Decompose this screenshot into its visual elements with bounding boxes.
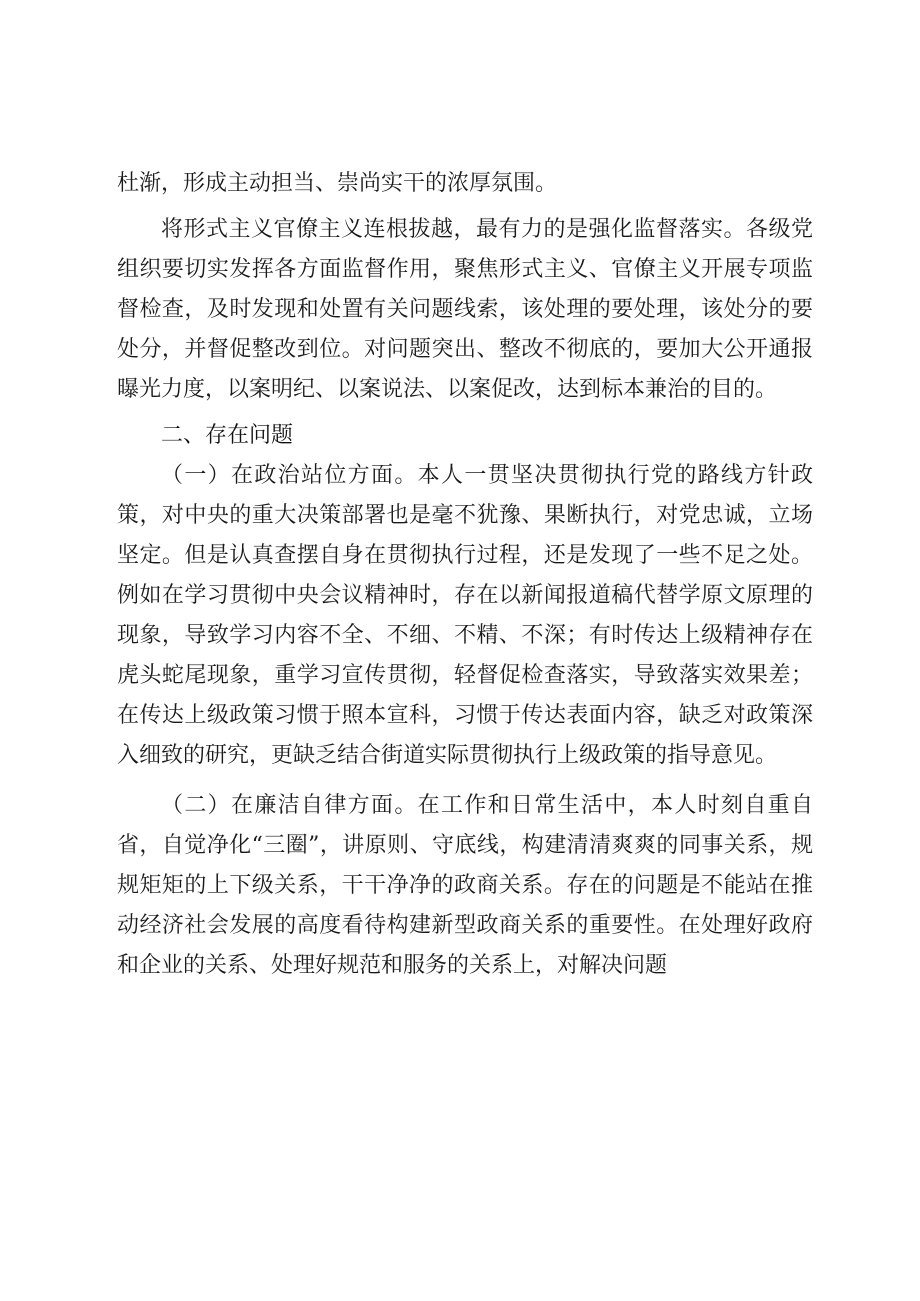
- paragraph-integrity: （二）在廉洁自律方面。在工作和日常生活中，本人时刻自重自省，自觉净化“三圈”，讲原则、守底线，构建清清爽爽的同事关系，规规矩矩的上下级关系，干干净净的政商关系。存在的问题是不能站在推动经济社会发展的高度看待构建新型政商关系的重要性。在处理好政府和企业的关系、处理好规范和服务的关系上，对解决问题: [117, 793, 813, 978]
- section-heading-existing-problems: 二、存在问题: [161, 423, 294, 448]
- paragraph-continuation: 杜渐，形成主动担当、崇尚实干的浓厚氛围。: [117, 171, 558, 196]
- document-body: [117, 164, 813, 986]
- paragraph-supervision: 将形式主义官僚主义连根拔越，最有力的是强化监督落实。各级党组织要切实发挥各方面监督作用，聚焦形式主义、官僚主义开展专项监督检查，及时发现和处置有关问题线索，该处理的要处理，该处分的要处分，并督促整改到位。对问题突出、整改不彻底的，要加大公开通报曝光力度，以案明纪、以案说法、以案促改，达到标本兼治的目的。: [117, 217, 813, 402]
- paragraph-political-stance: （一）在政治站位方面。本人一贯坚决贯彻执行党的路线方针政策，对中央的重大决策部署也是毫不犹豫、果断执行，对党忠诚，立场坚定。但是认真查摆自身在贯彻执行过程，还是发现了一些不足之处。例如在学习贯彻中央会议精神时，存在以新闻报道稿代替学原文原理的现象，导致学习内容不全、不细、不精、不深；有时传达上级精神存在虎头蛇尾现象，重学习宣传贯彻，轻督促检查落实，导致落实效果差；在传达上级政策习惯于照本宣科，习惯于传达表面内容，缺乏对政策深入细致的研究，更缺乏结合街道实际贯彻执行上级政策的指导意见。: [117, 463, 813, 768]
